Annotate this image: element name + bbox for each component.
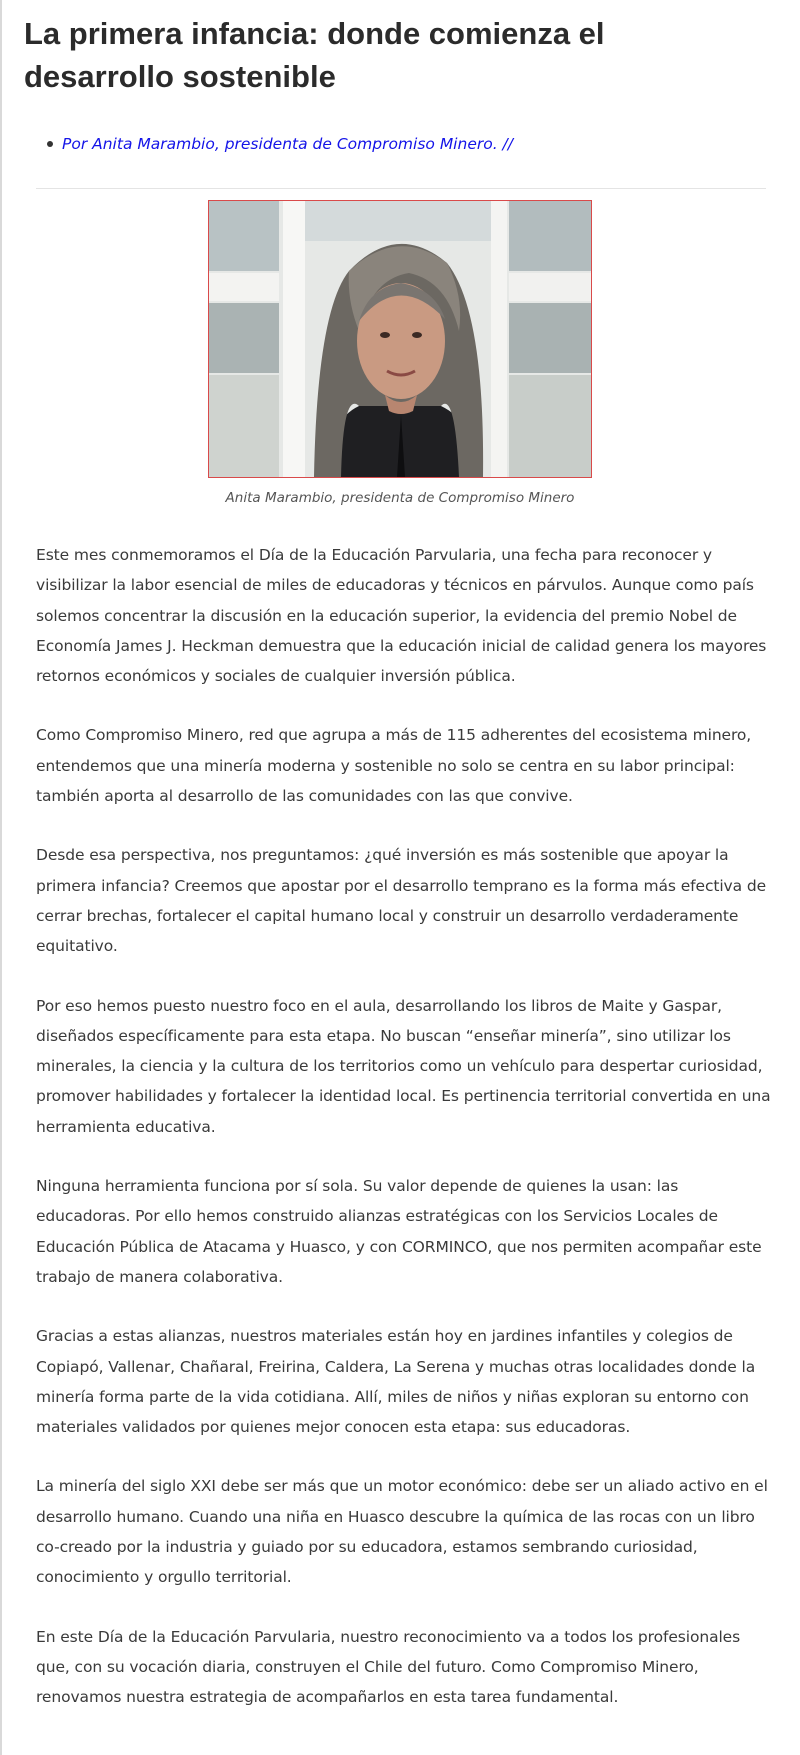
paragraph: En este Día de la Educación Parvularia, nuestro reconocimiento va a todos los profesionales que, con su vocación diaria, construyen el Chile del futuro. Como Compromiso Minero, renovamos nuestra estrategia de acompañarlos en esta tarea fundamental. (36, 1627, 741, 1707)
byline-author-link[interactable]: Por Anita Marambio, presidenta de Compromiso Minero. // (62, 135, 514, 153)
paragraph: Gracias a estas alianzas, nuestros materiales están hoy en jardines infantiles y colegios de Copiapó, Vallenar, Chañaral, Freirina, Caldera, La Serena y muchas otras localidades donde la minería forma parte de la vida cotidiana. Allí, miles de niños y niñas exploran su entorno con materiales validados por quienes mejor conocen esta etapa: sus educadoras. (36, 1327, 756, 1437)
article-figure (24, 200, 776, 506)
byline-list (62, 134, 513, 154)
paragraph: Ninguna herramienta funciona por sí sola. Su valor depende de quienes la usan: las educadoras. Por ello hemos construido alianzas estratégicas con los Servicios Locales de Educación Pública de Atacama y Huasco, y con CORMINCO, que nos permiten acompañar este trabajo de manera colaborativa. (36, 1177, 762, 1286)
byline-item (62, 134, 513, 154)
paragraph: La minería del siglo XXI debe ser más que un motor económico: debe ser un aliado activo en el desarrollo humano. Cuando una niña en Huasco descubre la química de las rocas con un libro co-creado por la industria y guiado por su educadora, estamos sembrando curiosidad, conocimiento y orgullo territorial. (36, 1477, 768, 1587)
article (24, 0, 776, 1707)
photo-caption: Anita Marambio, presidenta de Compromiso Minero (225, 490, 575, 506)
author-photo (208, 200, 592, 478)
paragraph: Como Compromiso Minero, red que agrupa a más de 115 adherentes del ecosistema minero, entendemos que una minería moderna y sostenible no solo se centra en su labor principal: también aporta al desarrollo de las comunidades con las que convive. (36, 726, 752, 806)
article-title: La primera infancia: donde comienza el desarrollo sostenible (24, 16, 605, 94)
paragraph: Este mes conmemoramos el Día de la Educación Parvularia, una fecha para reconocer y visibilizar la labor esencial de miles de educadoras y técnicos en párvulos. Aunque como país solemos concentrar la discusión en la educación superior, la evidencia del premio Nobel de Economía James J. Heckman demuestra que la educación inicial de calidad genera los mayores retornos económicos y sociales de cualquier inversión pública. (36, 546, 767, 686)
page-left-border (0, 0, 2, 1755)
article-body (36, 540, 776, 1742)
paragraph: Por eso hemos puesto nuestro foco en el aula, desarrollando los libros de Maite y Gaspar, diseñados específicamente para esta etapa. No buscan “enseñar minería”, sino utilizar los minerales, la ciencia y la cultura de los territorios como un vehículo para despertar curiosidad, promover habilidades y fortalecer la identidad local. Es pertinencia territorial convertida en una herramienta educativa. (36, 996, 771, 1136)
paragraph: Desde esa perspectiva, nos preguntamos: ¿qué inversión es más sostenible que apoyar la primera infancia? Creemos que apostar por el desarrollo temprano es la forma más efectiva de cerrar brechas, fortalecer el capital humano local y construir un desarrollo verdaderamente equitativo. (36, 846, 767, 956)
bullet-icon (47, 141, 53, 147)
divider (36, 188, 766, 189)
